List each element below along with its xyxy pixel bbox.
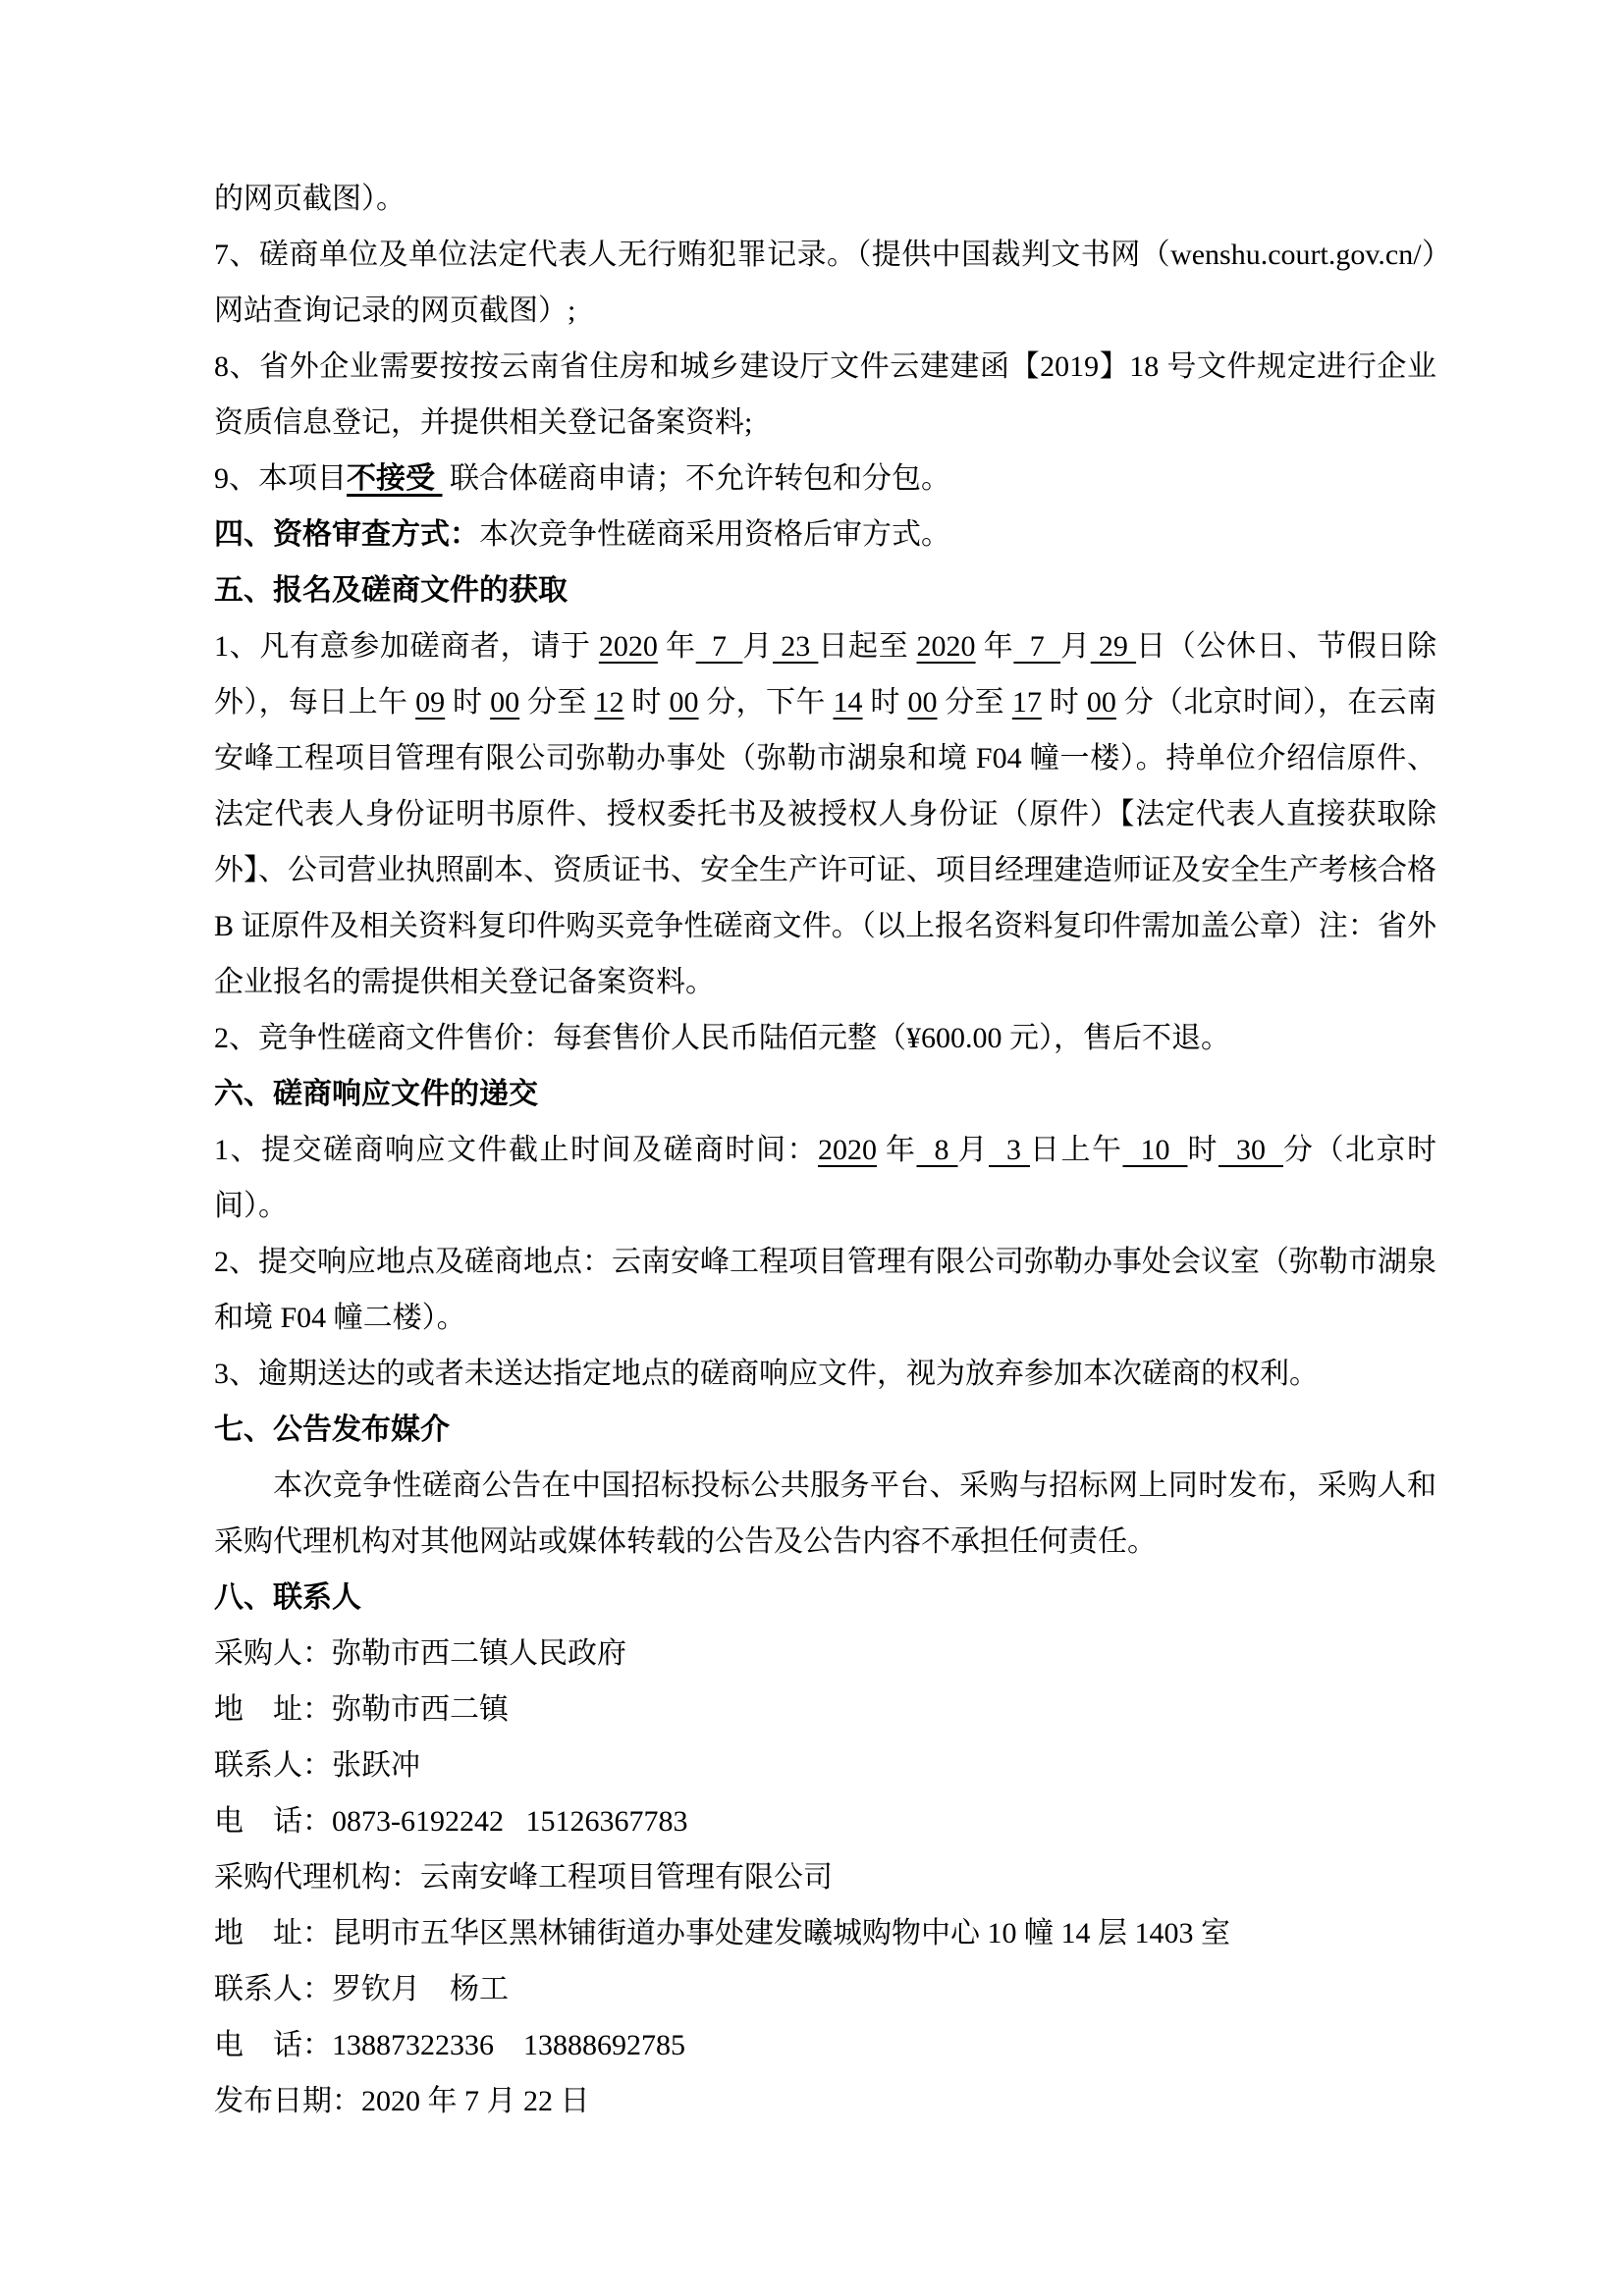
text-segment: 采购人：弥勒市西二镇人民政府: [214, 1637, 626, 1670]
paragraph: [214, 1737, 1436, 1793]
paragraph: [214, 2017, 1436, 2073]
paragraph: [214, 339, 1436, 451]
document-content: [214, 0, 1436, 2129]
text-segment: 12: [594, 686, 624, 719]
paragraph: [214, 1346, 1436, 1402]
section-heading: [214, 1402, 1436, 1458]
text-segment: 电 话：13887322336 13888692785: [214, 2029, 685, 2061]
text-segment: 14: [833, 686, 863, 719]
text-segment: 2020: [916, 630, 976, 663]
text-segment: 八、联系人: [214, 1581, 361, 1614]
paragraph: [214, 1682, 1436, 1737]
text-segment: 2、竞争性磋商文件售价：每套售价人民币陆佰元整（¥600.00 元），售后不退。: [214, 1022, 1230, 1054]
section-heading: [214, 1066, 1436, 1122]
paragraph: [214, 227, 1436, 339]
text-segment: 00: [1086, 686, 1116, 719]
text-segment: 日起至: [818, 630, 917, 663]
text-segment: 联合体磋商申请；不允许转包和分包。: [442, 462, 950, 495]
paragraph: [214, 1234, 1436, 1346]
text-segment: 17: [1011, 686, 1042, 719]
section-heading: [214, 562, 1436, 618]
text-segment: 23: [773, 630, 819, 663]
text-segment: 时: [1187, 1134, 1218, 1166]
text-segment: 六、磋商响应文件的递交: [214, 1078, 538, 1110]
text-segment: 分，下午: [698, 686, 834, 719]
text-segment: 3、逾期送达的或者未送达指定地点的磋商响应文件，视为放弃参加本次磋商的权利。: [214, 1358, 1319, 1390]
text-segment: 时: [1041, 686, 1087, 719]
text-segment: 年: [975, 630, 1014, 663]
text-segment: 时: [445, 686, 491, 719]
text-segment: 联系人：张跃冲: [214, 1749, 420, 1782]
paragraph: [214, 1122, 1436, 1234]
text-segment: 9、本项目: [214, 462, 347, 495]
text-segment: 29: [1090, 630, 1137, 663]
text-segment: 10: [1122, 1134, 1188, 1166]
text-segment: 本次竞争性磋商采用资格后审方式。: [479, 518, 950, 551]
text-segment: 年: [877, 1134, 917, 1166]
text-segment: 30: [1218, 1134, 1283, 1166]
text-segment: 分（北京时间）。: [214, 1134, 1436, 1222]
text-segment: 00: [669, 686, 699, 719]
text-segment: 1、凡有意参加磋商者，请于: [214, 630, 599, 663]
text-segment: 分（北京时间），在云南安峰工程项目管理有限公司弥勒办事处（弥勒市湖泉和境 F04 幢一楼）。持单位介绍信原件、法定代表人身份证明书原件、授权委托书及被授权人身份证（原件）【法定代表人直接获取除外】、公司营业执照副本、资质证书、安全生产许可证、项目经理建造师证及安全生产考核合格 B 证原件及相关资料复印件购买竞争性磋商文件。（以上报名资料复印件需加盖公章）注：省外企业报名的需提供相关登记备案资料。: [214, 686, 1437, 998]
text-segment: 1、提交磋商响应文件截止时间及磋商时间：: [214, 1134, 818, 1166]
text-segment: 年: [657, 630, 696, 663]
text-segment: 分至: [519, 686, 595, 719]
paragraph: [214, 1905, 1436, 1961]
text-segment: 电 话：0873-6192242 15126367783: [214, 1805, 688, 1838]
paragraph: [214, 451, 1436, 507]
text-segment: 时: [862, 686, 908, 719]
text-segment: 2020: [818, 1134, 877, 1166]
text-segment: 地 址：昆明市五华区黑林铺街道办事处建发曦城购物中心 10 幢 14 层 1403 室: [214, 1917, 1230, 1949]
text-segment: 不接受: [347, 462, 443, 495]
paragraph: [214, 1849, 1436, 1905]
text-segment: 的网页截图）。: [214, 183, 406, 215]
text-segment: 采购代理机构：云南安峰工程项目管理有限公司: [214, 1861, 833, 1894]
paragraph: [214, 618, 1436, 1010]
text-segment: 日（公休日、节假日除外），每日上午: [214, 630, 1437, 719]
text-segment: 8、省外企业需要按按云南省住房和城乡建设厅文件云建建函【2019】18 号文件规定进行企业资质信息登记，并提供相关登记备案资料;: [214, 350, 1436, 439]
text-segment: 00: [907, 686, 938, 719]
paragraph: [214, 507, 1436, 562]
text-segment: 地 址：弥勒市西二镇: [214, 1693, 509, 1726]
text-segment: 00: [490, 686, 520, 719]
text-segment: 月: [742, 630, 774, 663]
text-segment: 8: [916, 1134, 958, 1166]
text-segment: 七、公告发布媒介: [214, 1414, 450, 1446]
paragraph: [214, 1793, 1436, 1849]
paragraph: [214, 1010, 1436, 1066]
text-segment: 7: [695, 630, 743, 663]
text-segment: 月: [1060, 630, 1091, 663]
text-segment: 五、报名及磋商文件的获取: [214, 574, 568, 607]
text-segment: 发布日期：2020 年 7 月 22 日: [214, 2085, 590, 2117]
text-segment: 7、磋商单位及单位法定代表人无行贿犯罪记录。（提供中国裁判文书网（wenshu.court.gov.cn/）网站查询记录的网页截图）;: [214, 239, 1436, 327]
text-segment: 四、资格审查方式：: [214, 518, 479, 551]
text-segment: 09: [415, 686, 446, 719]
text-segment: 本次竞争性磋商公告在中国招标投标公共服务平台、采购与招标网上同时发布，采购人和采购代理机构对其他网站或媒体转载的公告及公告内容不承担任何责任。: [214, 1469, 1436, 1558]
text-segment: 7: [1013, 630, 1061, 663]
text-segment: 3: [989, 1134, 1030, 1166]
paragraph: [214, 1626, 1436, 1682]
paragraph: [214, 171, 1436, 227]
paragraph: [214, 1961, 1436, 2017]
paragraph: [214, 2073, 1436, 2129]
text-segment: 联系人：罗钦月 杨工: [214, 1973, 509, 2005]
text-segment: 月: [957, 1134, 989, 1166]
text-segment: 2020: [598, 630, 658, 663]
text-segment: 分至: [937, 686, 1012, 719]
text-segment: 2、提交响应地点及磋商地点：云南安峰工程项目管理有限公司弥勒办事处会议室（弥勒市湖泉和境 F04 幢二楼）。: [214, 1246, 1436, 1334]
paragraph: [214, 1458, 1436, 1570]
section-heading: [214, 1570, 1436, 1626]
text-segment: 时: [623, 686, 670, 719]
text-segment: 日上午: [1030, 1134, 1123, 1166]
